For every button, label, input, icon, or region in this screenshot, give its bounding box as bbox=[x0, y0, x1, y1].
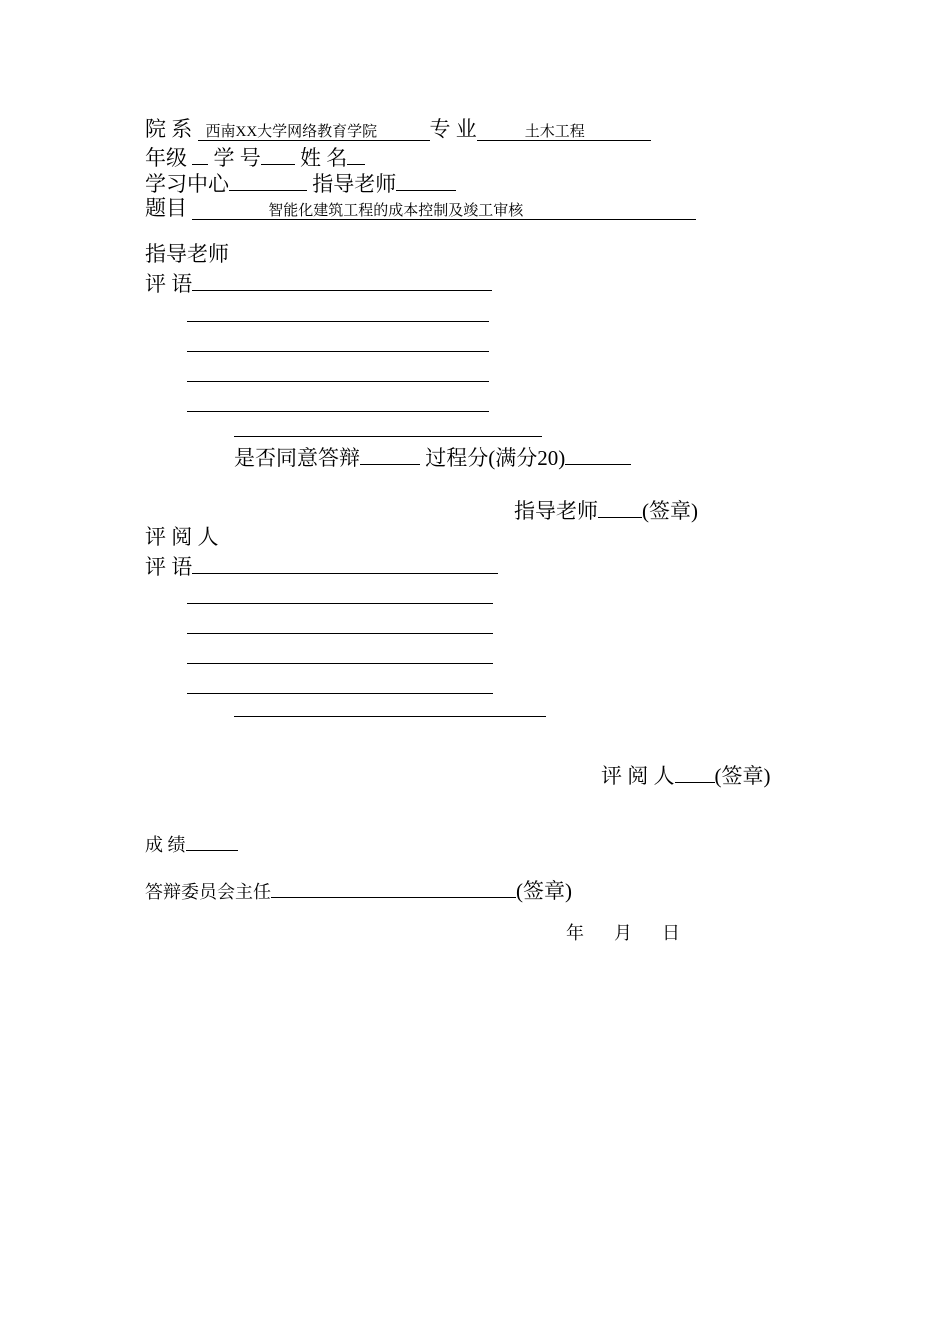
score-field[interactable] bbox=[186, 834, 238, 851]
defense-field[interactable] bbox=[360, 446, 420, 465]
major-value: 土木工程 bbox=[524, 124, 585, 140]
grade-row bbox=[145, 146, 365, 169]
date-row bbox=[566, 924, 680, 942]
reviewer-comment-line-6[interactable] bbox=[234, 716, 546, 717]
center-row bbox=[145, 172, 456, 195]
major-label: 专 业 bbox=[429, 117, 477, 141]
advisor-field[interactable] bbox=[396, 172, 456, 191]
reviewer-signature-label: 评 阅 人 bbox=[601, 764, 675, 788]
date-day: 日 bbox=[662, 923, 680, 943]
process-score-label: 过程分(满分20) bbox=[425, 446, 566, 470]
date-year: 年 bbox=[566, 923, 584, 943]
student-id-field[interactable] bbox=[261, 146, 295, 165]
reviewer-comment-line-1[interactable] bbox=[192, 555, 498, 574]
topic-label: 题目 bbox=[145, 196, 187, 220]
defense-question: 是否同意答辩 bbox=[234, 446, 360, 470]
date-month: 月 bbox=[614, 923, 632, 943]
reviewer-comment-row bbox=[145, 555, 498, 578]
dept-field[interactable] bbox=[198, 125, 430, 141]
reviewer-comment-label: 评 语 bbox=[145, 555, 193, 579]
advisor-comment-line-2[interactable] bbox=[187, 321, 489, 322]
reviewer-signature-row bbox=[601, 764, 771, 787]
name-label: 姓 名 bbox=[300, 146, 348, 170]
grade-field[interactable] bbox=[192, 146, 208, 165]
reviewer-comment-line-4[interactable] bbox=[187, 663, 493, 664]
topic-field[interactable] bbox=[192, 204, 696, 220]
topic-row bbox=[145, 198, 696, 220]
center-label: 学习中心 bbox=[145, 172, 229, 196]
topic-value: 智能化建筑工程的成本控制及竣工审核 bbox=[268, 203, 524, 219]
reviewer-comment-line-3[interactable] bbox=[187, 633, 493, 634]
committee-seal: (签章) bbox=[516, 879, 572, 903]
advisor-comment-line-3[interactable] bbox=[187, 351, 489, 352]
advisor-signature-field[interactable] bbox=[598, 499, 642, 518]
dept-row bbox=[145, 119, 651, 141]
process-score-field[interactable] bbox=[565, 446, 631, 465]
reviewer-signature-field[interactable] bbox=[675, 764, 715, 783]
advisor-signature-label: 指导老师 bbox=[514, 499, 598, 523]
advisor-seal: (签章) bbox=[642, 499, 698, 523]
reviewer-comment-line-2[interactable] bbox=[187, 603, 493, 604]
center-field[interactable] bbox=[229, 172, 307, 191]
committee-row bbox=[145, 881, 572, 902]
score-label: 成 绩 bbox=[145, 835, 186, 855]
advisor-comment-line-5[interactable] bbox=[187, 411, 489, 412]
dept-label: 院 系 bbox=[145, 117, 193, 141]
reviewer-comment-line-5[interactable] bbox=[187, 693, 493, 694]
score-row bbox=[145, 834, 238, 854]
advisor-comment-line-6[interactable] bbox=[234, 436, 542, 437]
committee-label: 答辩委员会主任 bbox=[145, 882, 271, 902]
defense-row bbox=[234, 446, 631, 469]
advisor-section-title: 指导老师 bbox=[145, 242, 229, 266]
student-id-label: 学 号 bbox=[213, 146, 261, 170]
reviewer-section-title: 评 阅 人 bbox=[145, 525, 219, 549]
grade-label: 年级 bbox=[145, 146, 187, 170]
major-field[interactable] bbox=[477, 125, 651, 141]
advisor-label: 指导老师 bbox=[312, 172, 397, 196]
advisor-signature-row bbox=[514, 499, 698, 522]
dept-value: 西南XX大学网络教育学院 bbox=[205, 124, 378, 140]
advisor-comment-line-1[interactable] bbox=[192, 272, 492, 291]
advisor-comment-row bbox=[145, 272, 492, 295]
reviewer-seal: (签章) bbox=[714, 764, 771, 788]
committee-signature-field[interactable] bbox=[271, 881, 516, 898]
advisor-comment-line-4[interactable] bbox=[187, 381, 489, 382]
name-field[interactable] bbox=[347, 146, 365, 165]
advisor-comment-label: 评 语 bbox=[145, 272, 193, 296]
